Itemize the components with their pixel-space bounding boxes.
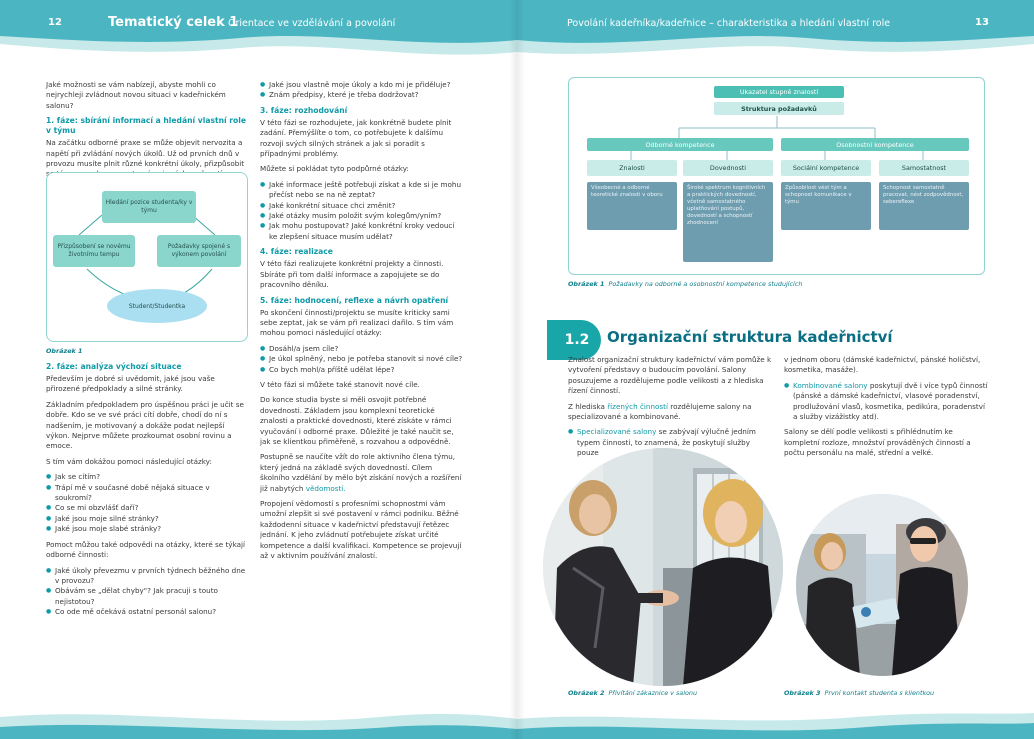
- figure-1-caption: Obrázek 1: [46, 347, 83, 355]
- list-item: ● Jak se cítím?: [46, 472, 248, 482]
- fig1-box-right: Požadavky spojené s výkonem povolání: [157, 235, 241, 267]
- chart-node-personal: Osobnostní kompetence: [781, 138, 969, 151]
- skills-text: Do konce studia byste si měli osvojit potřebné dovednosti. Základem jsou komplexní teoretické znalosti a praktické dovednosti, které získáte v rámci vyučování i odborné praxe. Důležité je také naučit se, jak se klientkou přiměřeně, s rozvahou a odpovědně.: [260, 395, 454, 446]
- salon-size-text: Salony se dělí podle velikosti s přihlédnutím ke kompletní rozloze, množství prováděných činností a počtu personálu na malé, střední a velké.: [784, 427, 971, 458]
- photo-salon-welcome: [543, 448, 783, 686]
- chart-col-label: Znalosti: [587, 160, 677, 176]
- phase-5-heading: 5. fáze: hodnocení, reflexe a návrh opatření: [260, 295, 449, 305]
- reflection-questions-list: [260, 344, 463, 375]
- phase-5-text-2: V této fázi si můžete také stanovit nové cíle.: [260, 379, 420, 389]
- phase-4-text: V této fázi realizujete konkrétní projekty a činnosti. Sbíráte při tom další informace a zapojujete se do pracovního děníku.: [260, 259, 444, 290]
- phase-3-heading: 3. fáze: rozhodování: [260, 105, 348, 115]
- list-item: ● Jaké konkrétní situace chci změnit?: [260, 201, 463, 211]
- book-gutter-shadow: [509, 0, 525, 739]
- chart-col-label: Dovednosti: [683, 160, 773, 176]
- left-column-1: [46, 80, 248, 185]
- phase-3-text: V této fázi se rozhodujete, jak konkrétně budete plnit zadání. Přemýšlíte o tom, co potřebujete k dalšímu rozvoji svých silných stránek a jak si poradit s případnými problémy.: [260, 117, 452, 159]
- section-title: Organizační struktura kadeřnictví: [607, 328, 893, 346]
- list-item: ● Specializované salony se zabývají výlučně jedním typem činnosti, to znamená, že poskytují služby pouze: [568, 427, 772, 458]
- list-item: ● Je úkol splněný, nebo je potřeba stanovit si nové cíle?: [260, 354, 463, 364]
- list-item: ● Jaké otázky musím položit svým kolegům/yním?: [260, 211, 463, 221]
- phase-1-text: Na začátku odborné praxe se může objevit nervozita a napětí při zvládání nových úkolů. Už od prvních dnů v provozu musíte plnit různé konkrétní úkoly, přizpůsobit: [46, 138, 245, 169]
- personal-questions-list: [46, 472, 248, 534]
- left-column-1-lower: [46, 360, 248, 623]
- org-activity-text: Z hlediska řízených činností rozdělujeme salony na specializované a kombinované.: [568, 401, 752, 422]
- chart-col-label: Sociální kompetence: [781, 160, 871, 176]
- list-item: ● Jaké informace ještě potřebuji získat a kde si je mohu přečíst nebo se na ně zeptat?: [260, 180, 463, 201]
- right-footer-wave: [517, 699, 1034, 739]
- list-item: ● Jaké úkoly převezmu v prvních týdnech běžného dne v provozu?: [46, 566, 248, 587]
- list-item: ● Jaké jsou moje slabé stránky?: [46, 524, 248, 534]
- list-item: ● Trápí mě v současné době nějaká situace v soukromí?: [46, 483, 248, 504]
- chapter-title: Tematický celek 1: [108, 15, 239, 30]
- left-header-band: [0, 0, 517, 70]
- photo-2-caption: Obrázek 3 První kontakt studenta s klientkou: [784, 689, 935, 697]
- intro-text: Jaké možnosti se vám nabízejí, abyste mohli co nejrychleji zvládnout novou situaci v kadeřnickém salonu?: [46, 80, 226, 110]
- chapter-subtitle: Orientace ve vzdělávání a povolání: [228, 18, 396, 29]
- left-footer-wave: [0, 699, 517, 739]
- chart-col-desc: Široké spektrum kognitivních a praktických dovedností, včetně samostatného uplatňování postupů, dovedností a schopností zhodnocení: [683, 182, 773, 262]
- right-page-number: 13: [975, 17, 989, 28]
- list-item: ● Dosáhl/a jsem cíle?: [260, 344, 463, 354]
- list-item: ● Co se mi obzvlášť daří?: [46, 503, 248, 513]
- task-questions-list: [260, 80, 463, 101]
- org-intro-text: Znalost organizační struktury kadeřnictví vám pomůže k vytvoření představy o budoucím povolání. Salony posuzujeme a rozdělujeme podle velikosti a z hlediska řízení činností.: [568, 355, 772, 396]
- salon-types-list-2: [784, 381, 988, 423]
- chart-node-knowledge-level: Ukazatel stupně znalostí: [714, 86, 844, 98]
- phase-2-text-4: Pomoct můžou také odpovědi na otázky, které se týkají odborné činnosti:: [46, 539, 245, 560]
- support-questions-list: [260, 180, 463, 242]
- chart-col-desc: Všeobecné a odborné teoretické znalosti v oboru: [587, 182, 677, 230]
- chart-col-desc: Schopnost samostatně pracovat, nést zodpovědnost, sebereflexe: [879, 182, 969, 230]
- list-item: ● Co ode mě očekává ostatní personál salonu?: [46, 607, 248, 617]
- phase-1-heading: 1. fáze: sbírání informací a hledání vlastní role v týmu: [46, 116, 246, 136]
- chart-node-professional: Odborné kompetence: [587, 138, 773, 151]
- phase-2-text-3: S tím vám dokážou pomoci následující otázky:: [46, 456, 212, 466]
- chart-node-structure: Struktura požadavků: [714, 102, 844, 115]
- list-item: ● Jak mohu postupovat? Jaké konkrétní kroky vedoucí ke zlepšení situace musím udělat?: [260, 221, 463, 242]
- list-item: ● Jaké jsou vlastně moje úkoly a kdo mi je přiděluje?: [260, 80, 463, 90]
- fig1-box-top: Hledání pozice studenta/ky v týmu: [102, 191, 196, 223]
- specialized-continued-text: v jednom oboru (dámské kadeřnictví, pánské holičství, kosmetika, masáže).: [784, 355, 981, 375]
- photo-student-client: [796, 494, 968, 676]
- professional-questions-list: [46, 566, 248, 618]
- figure-1-diagram: [46, 172, 248, 342]
- list-item: ● Co bych mohl/a příště udělat lépe?: [260, 365, 463, 375]
- phase-2-text-1: Především je dobré si uvědomit, jaké jsou vaše přirozené předpoklady a silné stránky.: [46, 374, 215, 394]
- phase-5-text: Po skončení činnosti/projektu se musíte kriticky sami sebe zeptat, jak se vám při realizaci dařilo. S tím vám mohou pomoci následující otázky:: [260, 307, 454, 338]
- right-column-2: [784, 355, 988, 464]
- section-number-badge: 1.2: [547, 320, 601, 360]
- list-item: ● Jaké jsou moje silné stránky?: [46, 514, 248, 524]
- running-title: Povolání kadeřníka/kadeřnice – charakteristika a hledání vlastní role: [567, 18, 891, 29]
- phase-3-text-2: Můžete si pokládat tyto podpůrné otázky:: [260, 164, 409, 174]
- chart-col-desc: Způsobilost vést tým a schopnost komunikace v týmu: [781, 182, 871, 230]
- list-item: ● Kombinované salony poskytují dvě i více typů činností (pánské a dámské kadeřnictví, vlasové poradenství, prodlužování vlasů, kosmetika, pedikúra, poradenství a služby vizážistky atd).: [784, 381, 988, 423]
- list-item: ● Obávám se „dělat chyby"? Jak pracuji s touto nejistotou?: [46, 586, 248, 607]
- phase-2-text-2: Základním předpokladem pro úspěšnou práci je učit se dobře. Kdo se ve své práci cítí dobře, chodí do ní s nadšením, je motivovaný a dokáže podat nejlepší výkon. Nejprve můžete prozkoumat osobní rovinu a emoce.: [46, 399, 244, 451]
- fig1-box-left: Přizpůsobení se novému životnímu tempu: [53, 235, 135, 267]
- chart-col-label: Samostatnost: [879, 160, 969, 176]
- list-item: ● Znám předpisy, které je třeba dodržovat?: [260, 90, 463, 100]
- left-column-2: [260, 80, 463, 566]
- phase-2-heading: 2. fáze: analýza výchozí situace: [46, 362, 182, 371]
- team-text: Postupně se naučíte vžít do role aktivního člena týmu, který jedná na základě svých dovedností. Cílem školního vzdělání by mělo být získání nových a rozšíření již nabytých vědomostí.: [260, 452, 462, 493]
- competence-text: Propojení vědomostí s profesními schopnostmi vám umožní zlepšit si své postavení v rámci podniku. Běžné každodenní situace v kadeřnictví představují řetězec jednání. K jeho zvládnutí potřebujete získat určité kompetence a další kvalifikaci. Kompetence se projevují až v aktivním používání znalostí.: [260, 499, 462, 561]
- left-page-number: 12: [48, 17, 62, 28]
- chart-caption: Obrázek 1 Požadavky na odborné a osobnostní kompetence studujících: [568, 280, 803, 288]
- fig1-ellipse-student: Student/Studentka: [107, 289, 207, 323]
- requirements-structure-chart: [568, 77, 985, 275]
- photo-1-caption: Obrázek 2 Přivítání zákaznice v salonu: [568, 689, 698, 697]
- phase-4-heading: 4. fáze: realizace: [260, 247, 333, 257]
- right-header-band: [517, 0, 1034, 70]
